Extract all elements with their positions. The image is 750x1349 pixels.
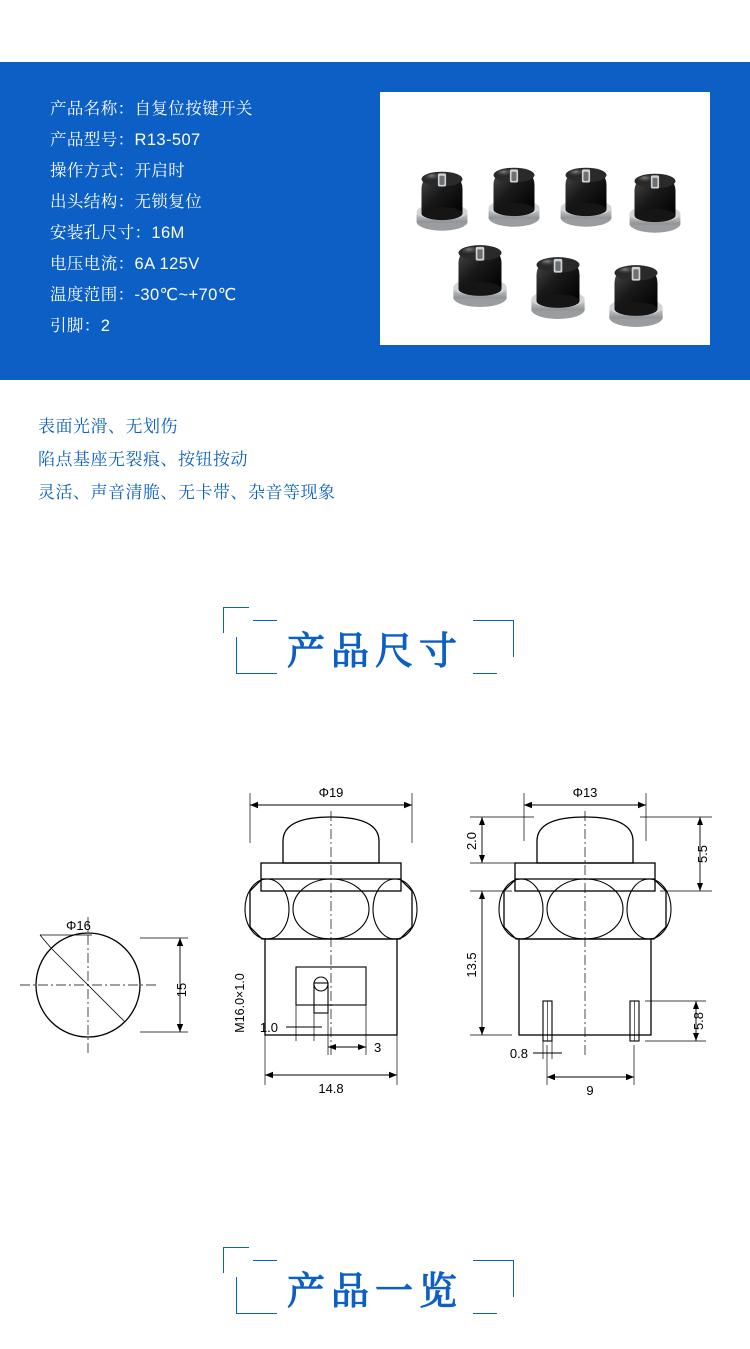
spec-line-name: 产品名称：自复位按键开关 xyxy=(50,100,253,118)
dimension-drawings xyxy=(0,755,750,1185)
feature-line-1: 表面光滑、无划伤 xyxy=(38,417,178,436)
heading-title-dimensions-text: 产品尺寸 xyxy=(277,620,473,675)
feature-line-3: 灵活、声音清脆、无卡带、杂音等现象 xyxy=(38,483,336,502)
dimension-drawing-svg xyxy=(0,755,750,1185)
drawing-profile-view xyxy=(464,785,712,1098)
label-pin-gap: 3 xyxy=(374,1040,382,1055)
product-photo xyxy=(380,92,710,345)
spec-line-structure: 出头结构：无锁复位 xyxy=(50,193,203,211)
label-front-height: 15 xyxy=(174,982,189,998)
heading-title-overview xyxy=(0,1252,750,1322)
spec-line-holesize: 安装孔尺寸：16M xyxy=(50,224,185,242)
heading-title-dimensions xyxy=(0,612,750,682)
label-pin-thickness: 0.8 xyxy=(509,1046,528,1061)
label-cap-height: 2.0 xyxy=(464,831,479,851)
spec-line-model: 产品型号：R13-507 xyxy=(50,131,201,149)
spec-banner xyxy=(0,62,750,380)
spec-list xyxy=(50,94,380,342)
drawing-side-view xyxy=(233,785,417,1096)
product-photo-card xyxy=(380,92,710,345)
section-heading-overview xyxy=(0,1252,750,1322)
heading-title-overview-text: 产品一览 xyxy=(277,1260,473,1315)
drawing-front-view xyxy=(20,917,189,1053)
label-thread: M16.0×1.0 xyxy=(233,973,247,1033)
label-body-height: 13.5 xyxy=(464,952,479,978)
spec-line-rating: 电压电流：6A 125V xyxy=(50,255,200,273)
label-hole-diameter: Φ16 xyxy=(66,918,91,933)
spec-line-temperature: 温度范围：-30℃~+70℃ xyxy=(50,286,237,304)
label-top-diameter: Φ19 xyxy=(318,785,344,800)
label-cap-total: 5.5 xyxy=(695,844,710,864)
spec-line-operation: 操作方式：开启时 xyxy=(50,162,186,180)
label-pin-length: 5.8 xyxy=(691,1011,706,1031)
spec-line-pins: 引脚：2 xyxy=(50,317,111,335)
label-pin-width: 1.0 xyxy=(259,1020,278,1035)
label-pin-spacing: 9 xyxy=(586,1083,594,1098)
section-heading-dimensions xyxy=(0,612,750,682)
label-base-width: 14.8 xyxy=(318,1081,344,1096)
feature-list xyxy=(38,410,598,509)
feature-line-2: 陷点基座无裂痕、按钮按动 xyxy=(38,450,248,469)
label-cap-diameter: Φ13 xyxy=(572,785,598,800)
